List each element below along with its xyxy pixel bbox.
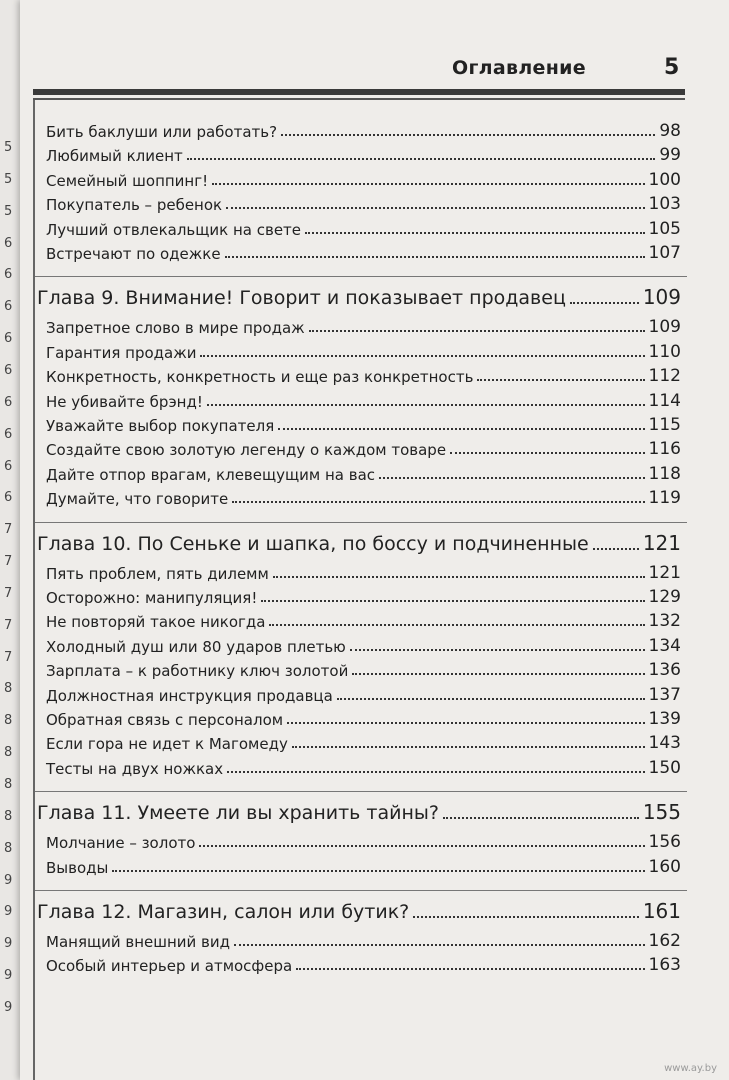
toc-title: Глава 11. Умеете ли вы хранить тайны? [37,802,439,825]
previous-page-fragment: 6 [4,490,13,505]
toc-title: Дайте отпор врагам, клевещущим на вас [46,465,376,484]
toc-title: Особый интерьер и атмосфера [46,957,293,976]
toc-page-number: 115 [648,415,681,435]
previous-page-fragment: 6 [4,363,13,378]
previous-page-fragment: 8 [4,745,13,760]
previous-page-fragment: 6 [4,267,13,282]
toc-entry [46,362,681,386]
previous-page-fragment: 6 [4,299,13,314]
toc-page-number: 136 [648,660,681,681]
toc-title: Лучший отвлекальщик на свете [46,220,302,239]
toc-title: Гарантия продажи [46,343,197,362]
toc-entry [46,484,681,508]
previous-page-fragment: 7 [4,554,13,569]
toc-entry [46,166,681,190]
toc-page-number: 161 [642,899,681,923]
toc-page-number: 139 [648,709,681,729]
toc-entry [46,583,681,607]
toc-title: Создайте свою золотую легенду о каждом товаре [46,441,447,460]
dot-leader [350,649,645,651]
toc-title: Должностная инструкция продавца [46,686,333,705]
toc-entry [46,559,681,583]
previous-page-fragment: 8 [4,809,13,824]
toc-entry [46,656,681,680]
dot-leader [450,452,644,454]
chapter-separator [35,276,687,277]
previous-page-fragment: 9 [4,936,13,951]
previous-page-edge [0,0,22,1080]
toc-page-number: 156 [648,832,681,853]
toc-entry [46,607,681,631]
dot-leader [207,404,645,406]
previous-page-fragment: 8 [4,777,13,792]
toc-page-number: 109 [648,317,681,338]
dot-leader [443,817,639,819]
toc-page-number: 134 [648,635,681,656]
toc-page-number: 129 [648,587,681,607]
dot-leader [226,207,644,209]
dot-leader [227,771,644,773]
toc-page-number: 163 [648,955,681,976]
toc-title: Покупатель – ребенок [46,196,223,215]
toc-title: Зарплата – к работнику ключ золотой [46,662,349,681]
toc-page-number: 109 [642,285,681,310]
dot-leader [234,944,645,946]
toc-entry [46,239,681,263]
toc-title: Уважайте выбор покупателя [46,417,275,435]
toc-entry [46,927,681,951]
toc-entry [46,729,681,753]
toc-chapter [37,525,681,555]
dot-leader [477,379,644,381]
dot-leader [187,158,656,160]
toc-chapter [37,893,681,923]
previous-page-fragment: 6 [4,331,13,346]
page-number: 5 [664,55,680,80]
toc-title: Конкретность, конкретность и еще раз конкретность [46,368,474,387]
toc-entry [46,141,681,165]
toc-page-number: 114 [648,390,681,411]
toc-title: Глава 10. По Сеньке и шапка, по боссу и подчиненные [37,532,589,555]
left-margin-line [33,100,35,1080]
toc-page-number: 110 [648,341,681,362]
dot-leader [199,845,644,847]
toc-entry [46,190,681,214]
toc-entry [46,460,681,484]
toc-title: Осторожно: манипуляция! [46,589,258,607]
toc-page-number: 103 [648,194,681,215]
toc-entry [46,632,681,656]
toc-title: Холодный душ или 80 ударов плетью [46,637,346,656]
toc-chapter [37,794,681,824]
previous-page-fragment: 5 [4,204,13,219]
previous-page-fragment: 8 [4,681,13,696]
toc-title: Молчание – золото [46,834,196,853]
chapter-separator [35,890,687,891]
toc-title: Выводы [46,858,109,877]
toc-entry [46,951,681,975]
dot-leader [337,698,645,700]
dot-leader [413,916,639,918]
dot-leader [261,600,644,602]
toc-title: Глава 9. Внимание! Говорит и показывает продавец [37,287,566,310]
toc-page-number: 112 [648,366,681,387]
toc-title: Семейный шоппинг! [46,171,209,190]
toc-entry [46,313,681,337]
watermark: www.ay.by [664,1063,717,1074]
previous-page-fragment: 6 [4,459,13,474]
dot-leader [225,256,645,258]
toc-title: Запретное слово в мире продаж [46,319,305,338]
toc-entry [46,387,681,411]
dot-leader [296,968,644,970]
previous-page-fragment: 8 [4,713,13,728]
toc-page-number: 143 [648,733,681,754]
dot-leader [593,548,639,550]
toc-entry [46,411,681,435]
previous-page-fragment: 7 [4,618,13,633]
dot-leader [200,355,644,357]
toc-title: Встречают по одежке [46,245,221,263]
dot-leader [352,673,644,675]
toc-page-number: 121 [642,530,681,555]
dot-leader [379,477,645,479]
previous-page-fragment: 7 [4,522,13,537]
dot-leader [278,428,644,430]
toc-page-number: 132 [648,611,681,632]
previous-page-fragment: 5 [4,172,13,187]
toc-title: Пять проблем, пять дилемм [46,564,269,583]
dot-leader [309,330,645,332]
toc-page-number: 119 [648,488,681,509]
toc-page-number: 99 [659,145,681,166]
toc-page-number: 105 [648,218,681,239]
toc-entry [46,828,681,852]
previous-page-fragment: 9 [4,968,13,983]
previous-page-fragment: 6 [4,427,13,442]
dot-leader [287,722,644,724]
toc-title: Бить баклуши или работать? [46,123,278,141]
toc-title: Не повторяй такое никогда [46,613,266,632]
dot-leader [281,134,655,136]
previous-page-fragment: 7 [4,586,13,601]
previous-page-fragment: 9 [4,904,13,919]
previous-page-fragment: 6 [4,236,13,251]
page-title: Оглавление [452,57,586,79]
toc-title: Если гора не идет к Магомеду [46,735,288,754]
dot-leader [292,746,645,748]
previous-page-fragment: 7 [4,650,13,665]
toc-entry [46,338,681,362]
toc-title: Обратная связь с персоналом [46,711,284,729]
toc-page-number: 155 [642,800,681,825]
dot-leader [570,302,639,304]
dot-leader [232,501,644,503]
toc-page-number: 121 [648,562,681,583]
toc-page-number: 118 [648,463,681,484]
header-rule-thin [33,98,685,100]
header-rule-thick [33,89,685,95]
toc-title: Думайте, что говорите [46,490,229,509]
toc-page-number: 137 [648,684,681,705]
toc-chapter [37,279,681,309]
previous-page-fragment: 6 [4,395,13,410]
dot-leader [269,624,644,626]
toc-page-number: 116 [648,439,681,460]
toc-title: Тесты на двух ножках [46,759,224,778]
toc-entry [46,754,681,778]
dot-leader [273,576,645,578]
toc-page-number: 98 [659,121,681,141]
toc-entry [46,681,681,705]
dot-leader [305,232,645,234]
previous-page-fragment: 8 [4,841,13,856]
toc-title: Любимый клиент [46,147,183,166]
toc-page-number: 100 [648,169,681,190]
toc-page-number: 162 [648,931,681,951]
dot-leader [112,870,644,872]
chapter-separator [35,522,687,523]
toc-entry [46,117,681,141]
previous-page-fragment: 9 [4,1000,13,1015]
previous-page-fragment: 9 [4,873,13,888]
toc-title: Не убивайте брэнд! [46,392,203,411]
toc-entry [46,215,681,239]
chapter-separator [35,791,687,792]
toc-entry [46,853,681,877]
previous-page-fragment: 5 [4,140,13,155]
dot-leader [212,183,644,185]
toc-page-number: 107 [648,243,681,263]
toc-title: Глава 12. Магазин, салон или бутик? [37,901,410,923]
toc-entry [46,435,681,459]
toc-title: Манящий внешний вид [46,933,230,951]
toc-page-number: 160 [648,856,681,877]
toc-entry [46,705,681,729]
toc-page-number: 150 [648,757,681,778]
